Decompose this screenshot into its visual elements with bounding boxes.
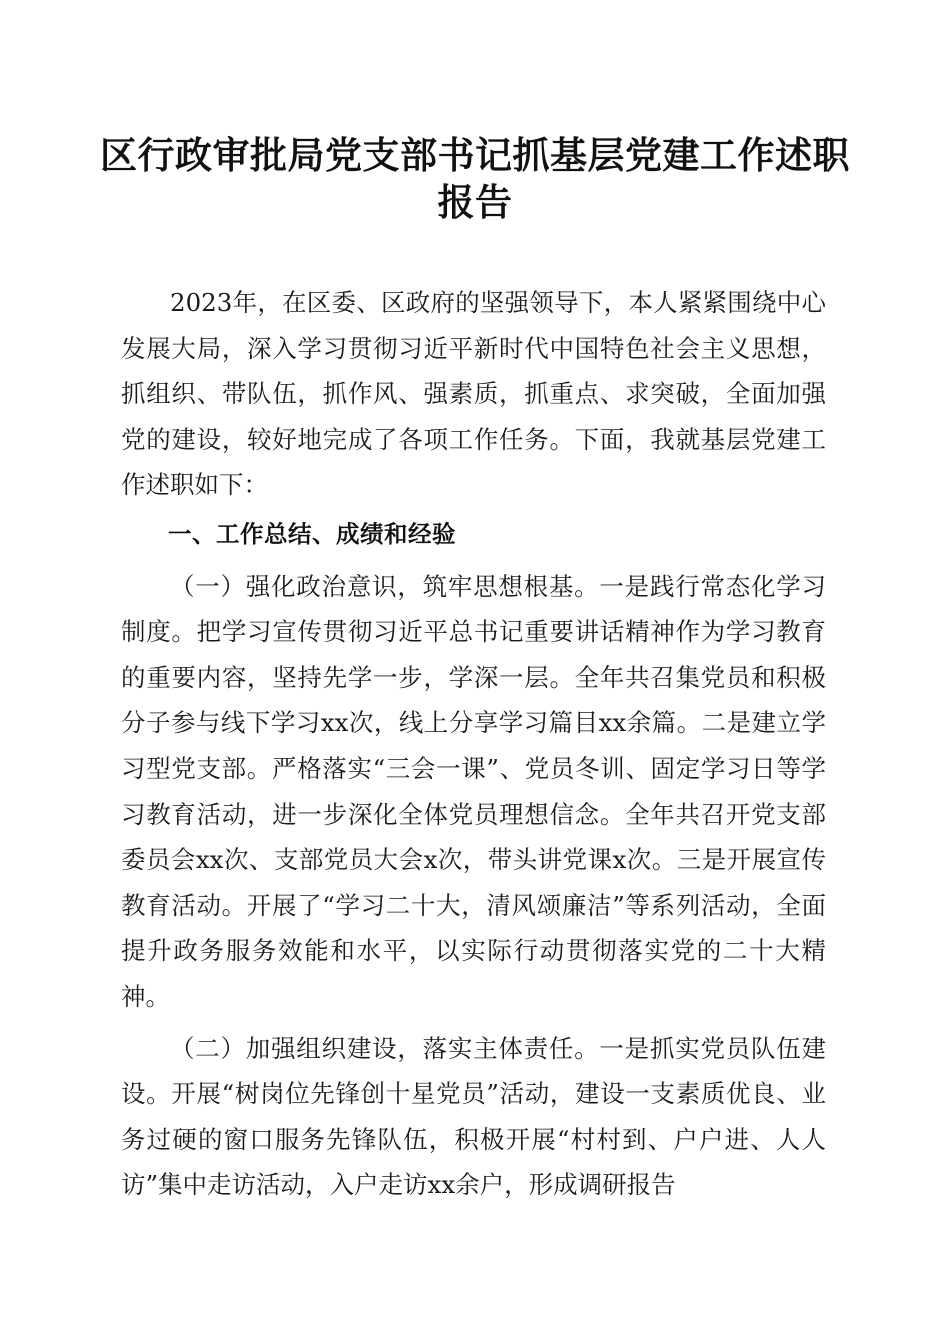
section-item-paragraph: （一）强化政治意识，筑牢思想根基。一是践行常态化学习制度。把学习宣传贯彻习近平总书记重要讲话精神作为学习教育的重要内容，坚持先学一步，学深一层。全年共召集党员和积极分子参与线下学习xx次，线上分享学习篇目xx余篇。二是建立学习型党支部。严格落实“三会一课”、党员冬训、固定学习日等学习教育活动，进一步深化全体党员理想信念。全年共召开党支部委员会xx次、支部党员大会x次，带头讲党课x次。三是开展宣传教育活动。开展了“学习二十大，清风颂廉洁”等系列活动，全面提升政务服务效能和水平，以实际行动贯彻落实党的二十大精神。 [121, 571, 826, 1011]
document-title: 区行政审批局党支部书记抓基层党建工作述职报告 [100, 133, 850, 224]
intro-paragraph: 2023年，在区委、区政府的坚强领导下，本人紧紧围绕中心发展大局，深入学习贯彻习近平新时代中国特色社会主义思想，抓组织、带队伍，抓作风、强素质，抓重点、求突破，全面加强党的建设，较好地完成了各项工作任务。下面，我就基层党建工作述职如下： [121, 288, 826, 500]
section-heading: 一、工作总结、成绩和经验 [168, 519, 456, 548]
section-item-paragraph: （二）加强组织建设，落实主体责任。一是抓实党员队伍建设。开展“树岗位先锋创十星党员”活动，建设一支素质优良、业务过硬的窗口服务先锋队伍，积极开展“村村到、户户进、人人访”集中走访活动，入户走访xx余户，形成调研报告 [121, 1033, 826, 1200]
document-body [121, 280, 826, 1208]
